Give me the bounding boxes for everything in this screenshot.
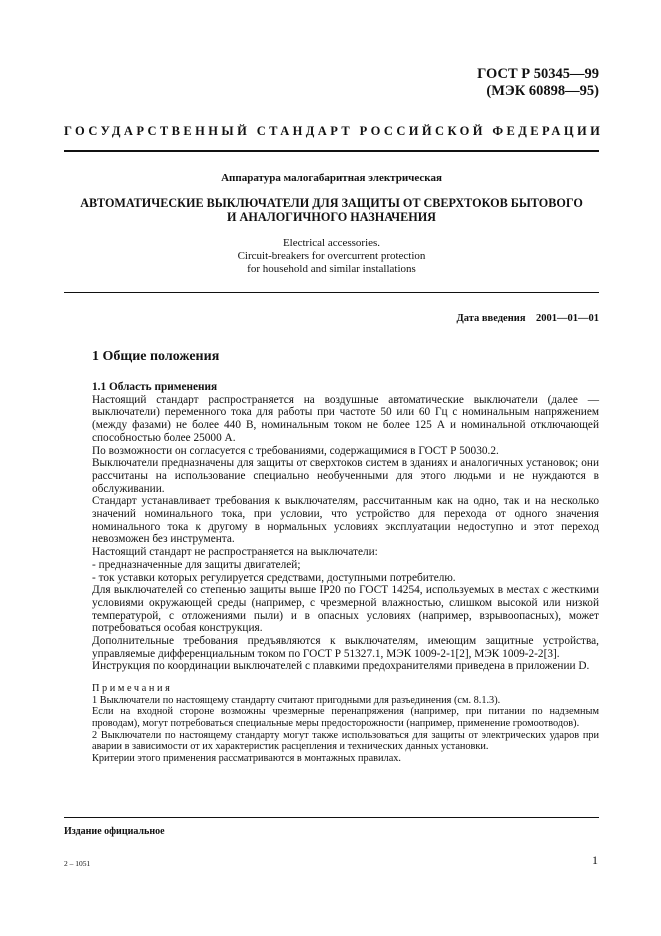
- title-ru-line: АВТОМАТИЧЕСКИЕ ВЫКЛЮЧАТЕЛИ ДЛЯ ЗАЩИТЫ ОТ СВЕРХТОКОВ БЫТОВОГО: [80, 196, 583, 210]
- iec-code: (МЭК 60898—95): [486, 83, 599, 99]
- edition-label: Издание официальное: [64, 826, 165, 837]
- paragraph: Дополнительные требования предъявляются к выключателям, имеющим защитные устройства, управляемые дифференциальным током по ГОСТ Р 51327.1, МЭК 1009-2-1[2], МЭК 1009-2-2[3].: [92, 635, 599, 660]
- note-item: 2 Выключатели по настоящему стандарту могут также использоваться для защиты от электрических ударов при аварии в зависимости от их характеристик расцепления и технических данных установки.: [92, 729, 599, 753]
- intro-date-label: Дата введения: [456, 313, 526, 324]
- list-item: - предназначенные для защиты двигателей;: [92, 558, 301, 571]
- print-code: 2 – 1051: [64, 859, 91, 868]
- note-item: 1 Выключатели по настоящему стандарту считают пригодными для разъединения (см. 8.1.3).: [92, 694, 501, 706]
- title-en-line: for household and similar installations: [247, 263, 416, 275]
- bottom-rule: [64, 817, 599, 818]
- title-en-line: Electrical accessories.: [282, 237, 381, 249]
- title-en-line: Circuit-breakers for overcurrent protection: [237, 250, 426, 262]
- paragraph: Настоящий стандарт распространяется на воздушные автоматические выключатели (далее — выключатели) переменного тока для работы при частоте 50 или 60 Гц с номинальным напряжением (между фазами) не более 440 В, номинальным током не более 125 А и номинальной отключающей способностью более 25000 А.: [92, 393, 599, 444]
- section-heading: 1 Общие положения: [92, 349, 220, 364]
- document-title-en: [64, 237, 599, 276]
- paragraph: Для выключателей со степенью защиты выше IP20 по ГОСТ 14254, используемых в местах с жесткими условиями окружающей среды (например, с чрезмерной влажностью, слишком высокой или низкой температурой, с отложениями пыли) и в опасных условиях (например, взрывоопасных), может потребоваться особая конструкция.: [92, 584, 599, 635]
- gost-code: ГОСТ Р 50345—99: [477, 66, 599, 82]
- document-title-ru: [64, 196, 599, 224]
- intro-date-value: 2001—01—01: [536, 313, 599, 324]
- paragraph: Настоящий стандарт не распространяется на выключатели:: [92, 546, 378, 559]
- notes-heading: Примечания: [92, 683, 173, 695]
- notes-block: [92, 683, 599, 764]
- intro-date: [457, 313, 599, 324]
- top-rule: [64, 150, 599, 152]
- paragraph: Инструкция по координации выключателей с плавкими предохранителями приведена в приложении D.: [92, 660, 590, 673]
- note-item: Если на входной стороне возможны чрезмерные перенапряжения (например, при питании по надземным проводам), могут потребоваться специальные меры предосторожности (например, применение громоотводов).: [92, 706, 599, 729]
- list-item: - ток уставки которых регулируется средствами, доступными потребителю.: [92, 571, 456, 584]
- title-ru-line: И АНАЛОГИЧНОГО НАЗНАЧЕНИЯ: [227, 210, 436, 224]
- title-rule: [64, 292, 599, 293]
- paragraph: Выключатели предназначены для защиты от сверхтоков систем в зданиях и аналогичных установок; они рассчитаны на использование специально необученными для этого людьми и не нуждаются в обслуживании.: [92, 457, 599, 495]
- note-item: Критерии этого применения рассматриваются в монтажных правилах.: [92, 752, 401, 764]
- paragraph: Стандарт устанавливает требования к выключателям, рассчитанным как на одно, так и на несколько значений номинального тока, при условии, что устройство для перехода от одного значения номинального тока к другому в нормальных условиях эксплуатации недоступно и этот переход невозможен без инструмента.: [92, 495, 599, 546]
- paragraph: По возможности он согласуется с требованиями, содержащимися в ГОСТ Р 50030.2.: [92, 444, 499, 457]
- standard-code-block: [477, 66, 599, 100]
- section-body: [92, 381, 599, 764]
- state-standard-heading: ГОСУДАРСТВЕННЫЙ СТАНДАРТ РОССИЙСКОЙ ФЕДЕРАЦИИ: [64, 124, 604, 138]
- page-number: 1: [592, 853, 598, 867]
- subsection-heading: 1.1 Область применения: [92, 381, 218, 393]
- document-subject: Аппаратура малогабаритная электрическая: [221, 172, 442, 184]
